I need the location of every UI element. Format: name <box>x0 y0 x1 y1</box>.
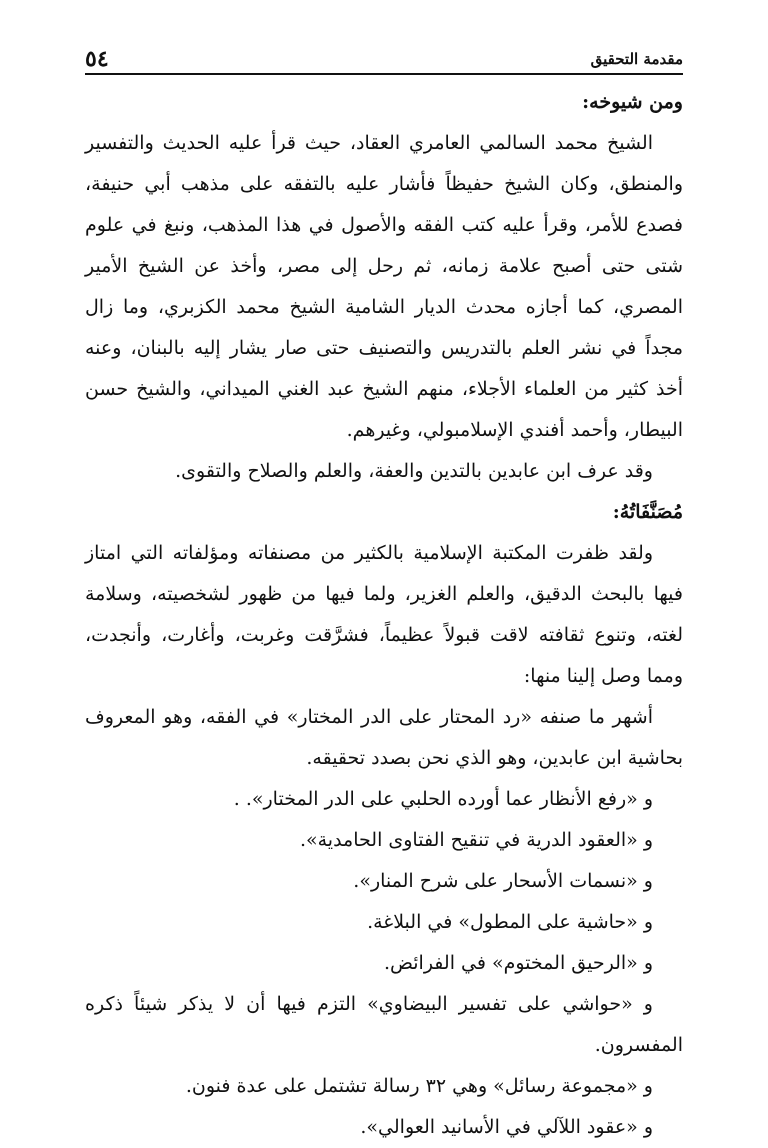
paragraph-works-intro: ولقد ظفرت المكتبة الإسلامية بالكثير من مصنفاته ومؤلفاته التي امتاز فيها بالبحث الدقيق، والعلم الغزير، ولما فيها من ظهور لشخصيته، وسلامة لغته، وتنوع ثقافته لاقت قبولاً عظيماً، فشرَّقت وغربت، وأغارت، وأنجدت، ومما وصل إلينا منها: <box>85 542 683 687</box>
paragraph-teachers: الشيخ محمد السالمي العامري العقاد، حيث قرأ عليه الحديث والتفسير والمنطق، وكان الشيخ حفيظاً فأشار عليه بالتفقه على مذهب أبي حنيفة، فصدع للأمر، وقرأ عليه كتب الفقه والأصول في هذا المذهب، ونبغ في علوم شتى حتى أصبح علامة زمانه، ثم رحل إلى مصر، وأخذ عن الشيخ الأمير المصري، كما أجازه محدث الديار الشامية الشيخ محمد الكزبري، وما زال مجداً في نشر العلم بالتدريس والتصنيف حتى صار يشار إليه بالبنان، وعنه أخذ كثير من العلماء الأجلاء، منهم الشيخ عبد الغني الميداني، والشيخ حسن البيطار، وأحمد أفندي الإسلامبولي، وغيرهم. <box>85 132 683 441</box>
section-heading-teachers: ومن شيوخه: <box>582 91 683 113</box>
paragraph-character: وقد عرف ابن عابدين بالتدين والعفة، والعلم والصلاح والتقوى. <box>175 460 653 482</box>
page-number: ٥٤ <box>85 46 109 72</box>
page-header <box>85 40 683 72</box>
header-divider <box>85 73 683 75</box>
work-item: و «نسمات الأسحار على شرح المنار». <box>353 870 653 892</box>
work-item: و «العقود الدرية في تنقيح الفتاوى الحامدية». <box>299 829 653 851</box>
work-item: و «مجموعة رسائل» وهي ٣٢ رسالة تشتمل على عدة فنون. <box>185 1075 653 1097</box>
paragraph-main-work: أشهر ما صنفه «رد المحتار على الدر المختار» في الفقه، وهو المعروف بحاشية ابن عابدين، وهو الذي نحن بصدد تحقيقه. <box>85 706 683 769</box>
running-title: مقدمة التحقيق <box>590 50 683 68</box>
work-item: و «حواشي على تفسير البيضاوي» التزم فيها أن لا يذكر شيئاً ذكره المفسرون. <box>85 993 683 1056</box>
page-body <box>85 82 683 1148</box>
work-item: و «عقود اللآلي في الأسانيد العوالي». <box>360 1116 653 1138</box>
work-item: و «الرحيق المختوم» في الفرائض. <box>383 952 653 974</box>
work-item: و «حاشية على المطول» في البلاغة. <box>367 911 653 933</box>
section-heading-works: مُصَنَّفَاتُهُ: <box>612 501 683 523</box>
work-item: و «رفع الأنظار عما أورده الحلبي على الدر المختار». . <box>233 788 653 810</box>
